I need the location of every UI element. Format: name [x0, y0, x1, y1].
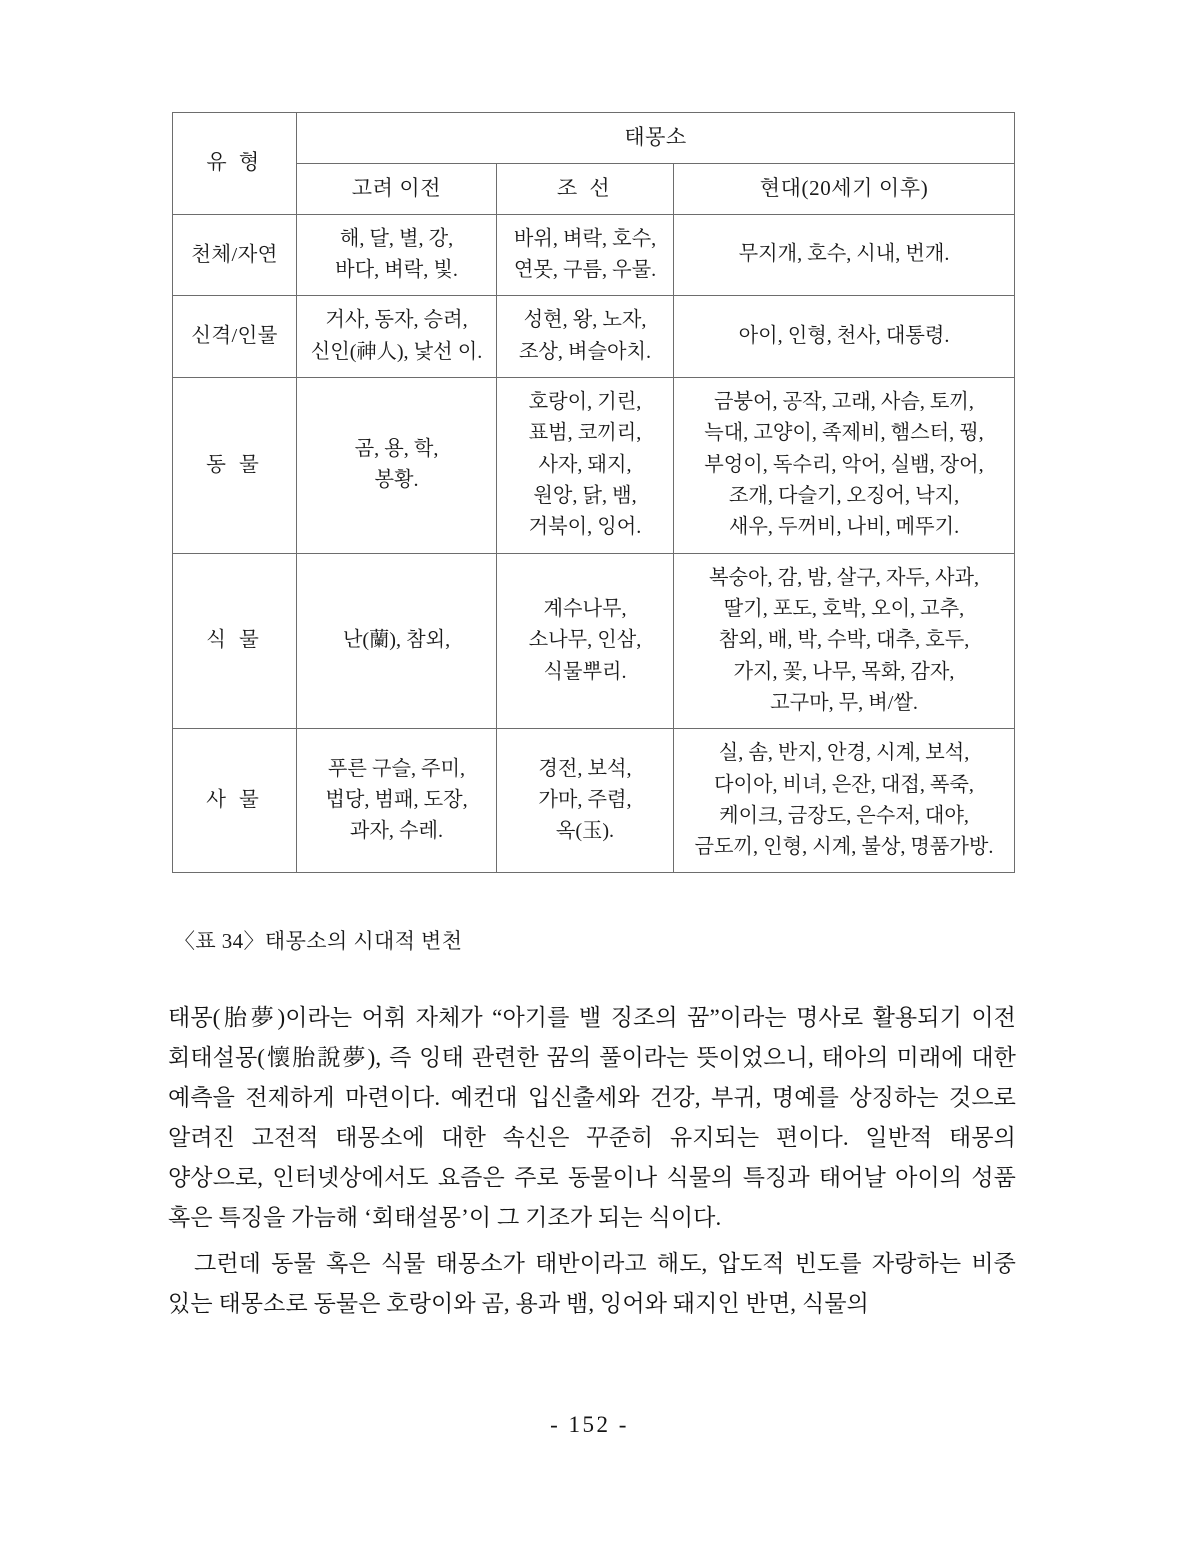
cell-line: 난(蘭), 참외,	[342, 629, 451, 652]
cell-animal-modern	[674, 378, 1015, 554]
cell-line: 식물뿌리.	[543, 660, 627, 683]
cell-line: 실, 솜, 반지, 안경, 시계, 보석,	[718, 742, 970, 765]
cell-object-goryeo	[297, 729, 497, 873]
cell-line: 사자, 돼지,	[538, 453, 632, 476]
row-label-object: 사 물	[173, 729, 297, 873]
cell-line: 원앙, 닭, 뱀,	[533, 485, 637, 507]
cell-line: 옥(玉).	[555, 820, 615, 843]
header-era-goryeo: 고려 이전	[297, 163, 497, 214]
cell-line: 가지, 꽃, 나무, 목화, 감자,	[733, 660, 955, 683]
cell-plant-modern	[674, 553, 1015, 729]
cell-line: 새우, 두꺼비, 나비, 메뚜기.	[728, 516, 960, 539]
table-header	[173, 113, 1015, 215]
cell-line: 표범, 코끼리,	[528, 422, 642, 445]
cell-line: 케이크, 금장도, 은수저, 대야,	[719, 804, 969, 827]
row-label-deity-person: 신격/인물	[173, 296, 297, 378]
cell-line: 거북이, 잉어.	[528, 516, 642, 539]
cell-object-joseon	[497, 729, 674, 873]
header-era-modern: 현대(20세기 이후)	[674, 163, 1015, 214]
cell-line: 금붕어, 공작, 고래, 사슴, 토끼,	[714, 391, 974, 414]
cell-animal-joseon	[497, 378, 674, 554]
table-container	[172, 112, 1014, 873]
cell-line: 조상, 벼슬아치.	[518, 340, 652, 363]
cell-line: 늑대, 고양이, 족제비, 햄스터, 꿩,	[704, 422, 984, 445]
table-header-row-1	[173, 113, 1015, 164]
cell-line: 부엉이, 독수리, 악어, 실뱀, 장어,	[704, 453, 984, 476]
cell-line: 봉황.	[374, 469, 419, 492]
cell-celestial-joseon	[497, 214, 674, 296]
header-era-joseon: 조 선	[497, 163, 674, 214]
cell-line: 해, 달, 별, 강,	[339, 227, 454, 250]
cell-line: 과자, 수레.	[349, 820, 444, 843]
table-row	[173, 296, 1015, 378]
cell-line: 계수나무,	[543, 597, 627, 620]
cell-object-modern	[674, 729, 1015, 873]
row-label-plant: 식 물	[173, 553, 297, 729]
cell-line: 푸른 구슬, 주미,	[327, 757, 466, 780]
cell-line: 법당, 범패, 도장,	[325, 789, 468, 812]
table-row	[173, 214, 1015, 296]
header-group: 태몽소	[297, 113, 1015, 164]
cell-line: 아이, 인형, 천사, 대통령.	[738, 325, 950, 348]
cell-celestial-goryeo	[297, 214, 497, 296]
taemongso-table	[172, 112, 1015, 873]
table-row	[173, 378, 1015, 554]
cell-line: 가마, 주렴,	[538, 789, 632, 812]
paragraph: 태몽(胎夢)이라는 어휘 자체가 “아기를 밸 징조의 꿈”이라는 명사로 활용되기 이전 회태설몽(懷胎說夢), 즉 잉태 관련한 꿈의 풀이라는 뜻이었으니, 태아의 미래에 대한 예측을 전제하게 마련이다. 예컨대 입신출세와 건강, 부귀, 명예를 상징하는 것으로 알려진 고전적 태몽소에 대한 속신은 꾸준히 유지되는 편이다. 일반적 태몽의 양상으로, 인터넷상에서도 요즘은 주로 동물이나 식물의 특징과 태어날 아이의 성품 혹은 특징을 가늠해 ‘회태설몽’이 그 기조가 되는 식이다.	[168, 1005, 1016, 1231]
cell-line: 딸기, 포도, 호박, 오이, 고추,	[723, 597, 965, 620]
cell-line: 다이아, 비녀, 은잔, 대접, 폭죽,	[714, 773, 974, 796]
cell-line: 복숭아, 감, 밤, 살구, 자두, 사과,	[709, 566, 980, 589]
cell-line: 성현, 왕, 노자,	[523, 309, 647, 332]
cell-celestial-modern	[674, 214, 1015, 296]
table-body	[173, 214, 1015, 873]
cell-line: 바다, 벼락, 빛.	[335, 259, 458, 282]
cell-line: 경전, 보석,	[538, 757, 632, 780]
cell-line: 무지개, 호수, 시내, 번개.	[738, 243, 950, 266]
cell-line: 호랑이, 기린,	[528, 391, 642, 414]
cell-deity-goryeo	[297, 296, 497, 378]
table-row	[173, 553, 1015, 729]
paragraph: 그런데 동물 혹은 식물 태몽소가 태반이라고 해도, 압도적 빈도를 자랑하는 비중 있는 태몽소로 동물은 호랑이와 곰, 용과 뱀, 잉어와 돼지인 반면, 식물의	[168, 1251, 1016, 1317]
cell-line: 연못, 구름, 우물.	[513, 259, 657, 282]
cell-line: 바위, 벼락, 호수,	[513, 227, 657, 250]
cell-line: 곰, 용, 학,	[354, 438, 439, 461]
table-row	[173, 729, 1015, 873]
row-label-animal: 동 물	[173, 378, 297, 554]
table-header-row-2	[173, 163, 1015, 214]
header-type: 유 형	[173, 113, 297, 215]
cell-deity-joseon	[497, 296, 674, 378]
cell-plant-joseon	[497, 553, 674, 729]
cell-deity-modern	[674, 296, 1015, 378]
cell-line: 참외, 배, 박, 수박, 대추, 호두,	[718, 629, 970, 652]
cell-animal-goryeo	[297, 378, 497, 554]
cell-line: 신인(神人), 낯선 이.	[310, 340, 483, 363]
page-number: - 152 -	[550, 1412, 629, 1437]
cell-line: 금도끼, 인형, 시계, 불상, 명품가방.	[694, 836, 994, 859]
row-label-celestial-nature: 천체/자연	[173, 214, 297, 296]
cell-plant-goryeo	[297, 553, 497, 729]
cell-line: 소나무, 인삼,	[528, 629, 642, 652]
cell-line: 조개, 다슬기, 오징어, 낙지,	[728, 485, 960, 507]
cell-line: 거사, 동자, 승려,	[325, 309, 468, 332]
table-caption: 〈표 34〉태몽소의 시대적 변천	[174, 929, 463, 953]
body-text	[168, 998, 1016, 1324]
cell-line: 고구마, 무, 벼/쌀.	[770, 691, 918, 714]
